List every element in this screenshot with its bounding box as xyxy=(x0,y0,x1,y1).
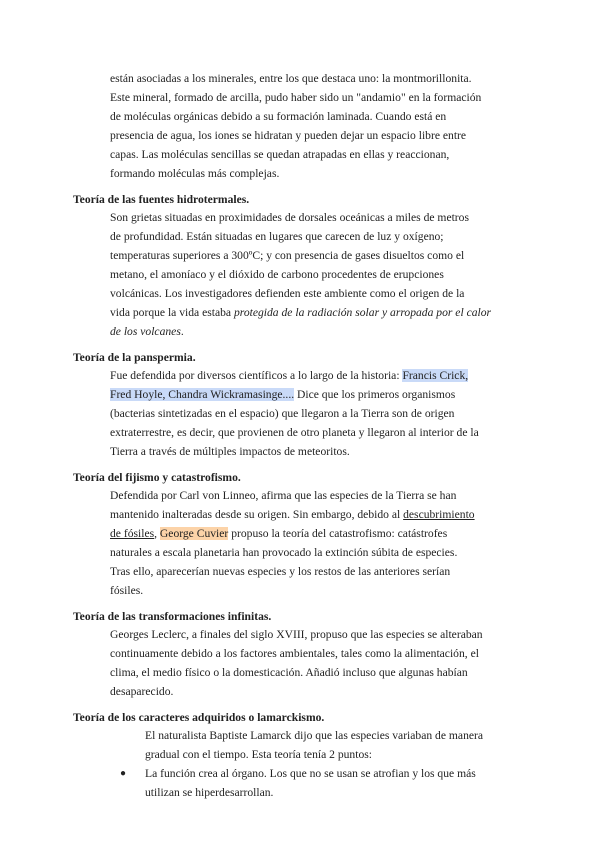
text-span: . xyxy=(180,325,184,338)
list-item-continuation: utilizan se hiperdesarrollan. xyxy=(145,786,274,799)
text-line: Defendida por Carl von Linneo, afirma que las especies de la Tierra se han xyxy=(110,489,457,502)
text-line xyxy=(110,525,447,543)
text-line: (bacterias sintetizadas en el espacio) que llegaron a la Tierra son de origen xyxy=(110,407,455,420)
text-span: Fue defendida por diversos científicos a lo largo de la historia: xyxy=(110,369,403,382)
text-line: extraterrestre, es decir, que provienen de otro planeta y llegaron al interior de la xyxy=(110,426,479,439)
text-line: metano, el amoníaco y el dióxido de carbono procedentes de erupciones xyxy=(110,268,444,281)
text-line: Tras ello, aparecerían nuevas especies y los restos de las anteriores serían xyxy=(110,565,451,578)
heading-panspermia: Teoría de la panspermia. xyxy=(73,351,196,364)
text-line: temperaturas superiores a 300ºC; y con presencia de gases disueltos como el xyxy=(110,249,465,262)
highlighted-name: George Cuvier xyxy=(159,527,229,540)
text-line: clima, el medio físico o la domesticación. Añadió incluso que algunas habían xyxy=(110,666,468,679)
italic-text: protegida de la radiación solar y arropada por el calor xyxy=(233,306,492,319)
heading-lamarckismo: Teoría de los caracteres adquiridos o lamarckismo. xyxy=(73,711,325,724)
text-line xyxy=(110,386,455,404)
list-item: La función crea al órgano. Los que no se usan se atrofian y los que más xyxy=(145,767,476,780)
text-line: Este mineral, formado de arcilla, pudo haber sido un "andamio" en la formación xyxy=(110,91,482,104)
text-line: volcánicas. Los investigadores defienden este ambiente como el origen de la xyxy=(110,287,465,300)
text-span: Dice que los primeros organismos xyxy=(294,388,456,401)
highlighted-names: Francis Crick, xyxy=(402,369,469,382)
text-span: propuso la teoría del catastrofismo: catástrofes xyxy=(228,527,448,540)
highlighted-names: Fred Hoyle, Chandra Wickramasinge.... xyxy=(110,388,295,401)
text-line: de moléculas orgánicas debido a su formación laminada. Cuando está en xyxy=(110,110,447,123)
text-line: gradual con el tiempo. Esta teoría tenía 2 puntos: xyxy=(145,748,372,761)
heading-fijismo: Teoría del fijismo y catastrofismo. xyxy=(73,471,241,484)
text-span: , xyxy=(154,527,160,540)
text-line: de profundidad. Están situadas en lugares que carecen de luz y oxígeno; xyxy=(110,230,444,243)
text-line xyxy=(110,323,184,341)
text-line: fósiles. xyxy=(110,584,144,597)
text-line: formando moléculas más complejas. xyxy=(110,167,280,180)
text-span: vida porque la vida estaba xyxy=(110,306,234,319)
text-line: capas. Las moléculas sencillas se quedan atrapadas en ellas y reaccionan, xyxy=(110,148,450,161)
text-line xyxy=(110,506,475,524)
underlined-text: descubrimiento xyxy=(403,508,475,521)
text-line: naturales a escala planetaria han provocado la extinción súbita de especies. xyxy=(110,546,458,559)
text-line: El naturalista Baptiste Lamarck dijo que las especies variaban de manera xyxy=(145,729,484,742)
text-line: Tierra a través de múltiples impactos de meteoritos. xyxy=(110,445,350,458)
text-line: continuamente debido a los factores ambientales, tales como la alimentación, el xyxy=(110,647,479,660)
text-line: Georges Leclerc, a finales del siglo XVIII, propuso que las especies se alteraban xyxy=(110,628,483,641)
underlined-text: de fósiles xyxy=(110,527,155,540)
heading-transformaciones: Teoría de las transformaciones infinitas. xyxy=(73,610,272,623)
text-span: mantenido inalteradas desde su origen. Sin embargo, debido al xyxy=(110,508,404,521)
italic-text: de los volcanes xyxy=(110,325,181,338)
text-line: desaparecido. xyxy=(110,685,174,698)
text-line: presencia de agua, los iones se hidratan y pueden dejar un espacio libre entre xyxy=(110,129,467,142)
text-line: Son grietas situadas en proximidades de dorsales oceánicas a miles de metros xyxy=(110,211,469,224)
text-line: están asociadas a los minerales, entre los que destaca uno: la montmorillonita. xyxy=(110,72,472,85)
text-line xyxy=(110,367,468,385)
text-line xyxy=(110,304,491,322)
bullet-icon: ● xyxy=(120,768,127,779)
heading-hidrotermales: Teoría de las fuentes hidrotermales. xyxy=(73,193,250,206)
